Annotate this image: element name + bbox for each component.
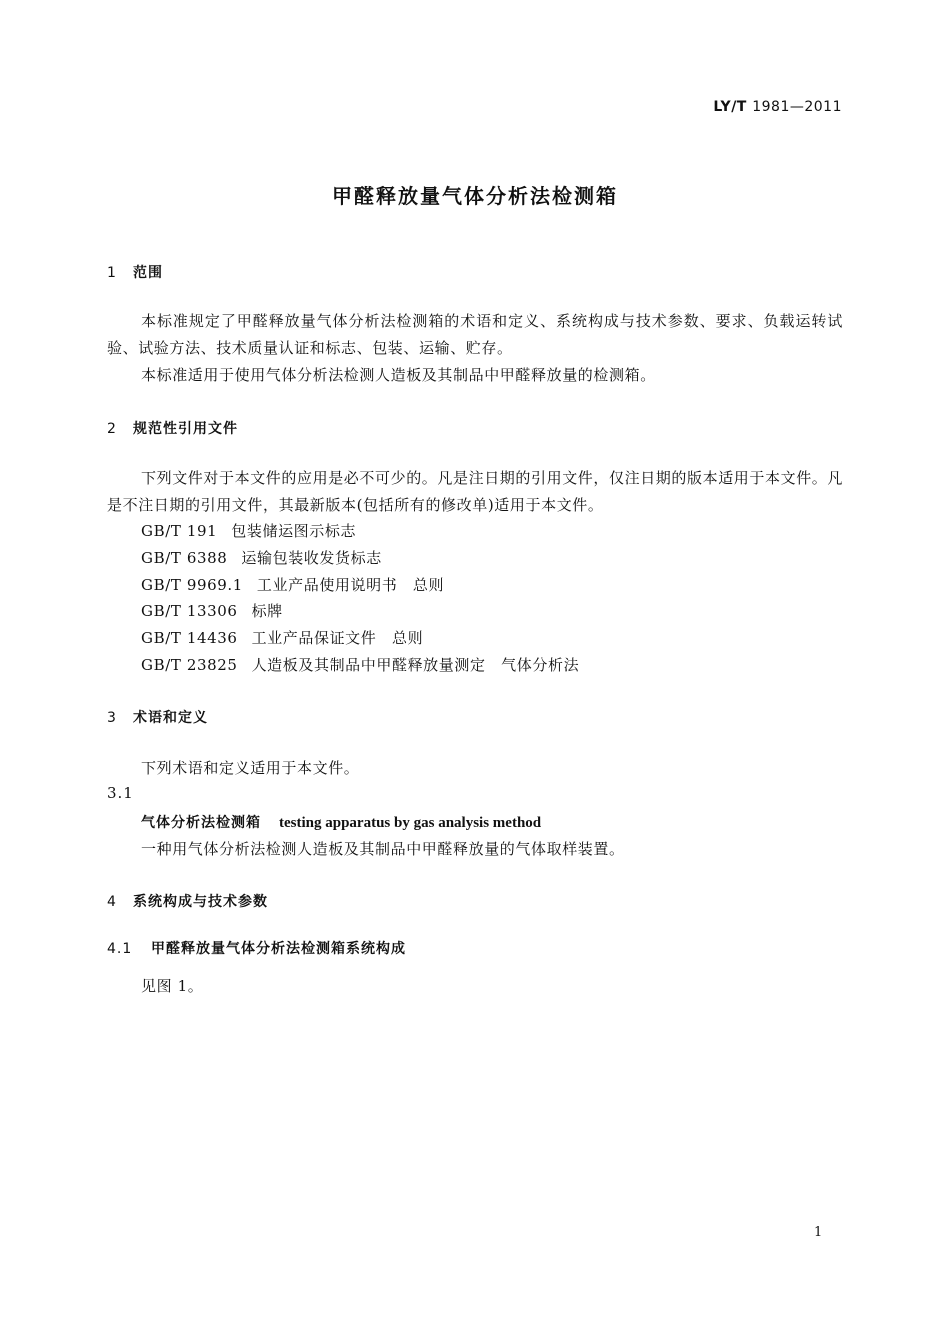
reference-code: GB/T 6388 (141, 549, 228, 567)
section-2-paragraph-1: 下列文件对于本文件的应用是必不可少的。凡是注日期的引用文件，仅注日期的版本适用于本文件。凡是不注日期的引用文件，其最新版本(包括所有的修改单)适用于本文件。 (107, 469, 844, 514)
reference-code: GB/T 14436 (141, 629, 238, 647)
reference-code: GB/T 191 (141, 522, 218, 540)
standard-code-number: 1981—2011 (752, 99, 842, 115)
section-3-paragraph-1: 下列术语和定义适用于本文件。 (141, 759, 360, 777)
document-title: 甲醛释放量气体分析法检测箱 (332, 184, 618, 208)
section-4-heading (107, 891, 268, 911)
subsection-number: 4.1 (107, 941, 133, 957)
reference-code: GB/T 9969.1 (141, 576, 243, 594)
reference-item (141, 600, 283, 621)
section-title: 规范性引用文件 (133, 421, 238, 437)
section-3-heading (107, 707, 208, 727)
page-number: 1 (814, 1225, 823, 1240)
reference-item (141, 574, 444, 595)
section-1-heading (107, 262, 163, 282)
reference-item (141, 627, 423, 648)
section-number: 2 (107, 421, 117, 437)
term-english: testing apparatus by gas analysis method (279, 815, 542, 831)
term-chinese: 气体分析法检测箱 (141, 815, 261, 831)
reference-title: 工业产品使用说明书 总则 (256, 576, 445, 594)
section-1-paragraph-2: 本标准适用于使用气体分析法检测人造板及其制品中甲醛释放量的检测箱。 (141, 366, 656, 384)
section-title: 术语和定义 (133, 710, 208, 726)
subsection-title: 甲醛释放量气体分析法检测箱系统构成 (151, 941, 406, 957)
section-1-paragraph-1: 本标准规定了甲醛释放量气体分析法检测箱的术语和定义、系统构成与技术参数、要求、负载运转试验、试验方法、技术质量认证和标志、包装、运输、贮存。 (107, 312, 843, 357)
section-2-heading (107, 418, 238, 438)
section-number: 1 (107, 265, 117, 281)
reference-item (141, 520, 356, 541)
reference-title: 人造板及其制品中甲醛释放量测定 气体分析法 (251, 656, 580, 674)
section-number: 3 (107, 710, 117, 726)
standard-code-prefix: LY/T (713, 99, 747, 115)
reference-title: 工业产品保证文件 总则 (251, 629, 424, 647)
reference-title: 标牌 (251, 602, 283, 620)
reference-title: 包装储运图示标志 (231, 522, 357, 540)
term-number: 3.1 (107, 784, 134, 802)
reference-item (141, 654, 579, 675)
term-definition: 一种用气体分析法检测人造板及其制品中甲醛释放量的气体取样装置。 (141, 840, 625, 858)
section-title: 系统构成与技术参数 (133, 894, 268, 910)
reference-code: GB/T 23825 (141, 656, 238, 674)
reference-title: 运输包装收发货标志 (241, 549, 382, 567)
section-number: 4 (107, 894, 117, 910)
reference-code: GB/T 13306 (141, 602, 238, 620)
term-entry (141, 812, 541, 832)
section-title: 范围 (133, 265, 163, 281)
subsection-4-1-heading (107, 938, 406, 958)
subsection-4-1-paragraph: 见图 1。 (141, 977, 204, 995)
standard-code (713, 99, 842, 115)
reference-item (141, 547, 382, 568)
